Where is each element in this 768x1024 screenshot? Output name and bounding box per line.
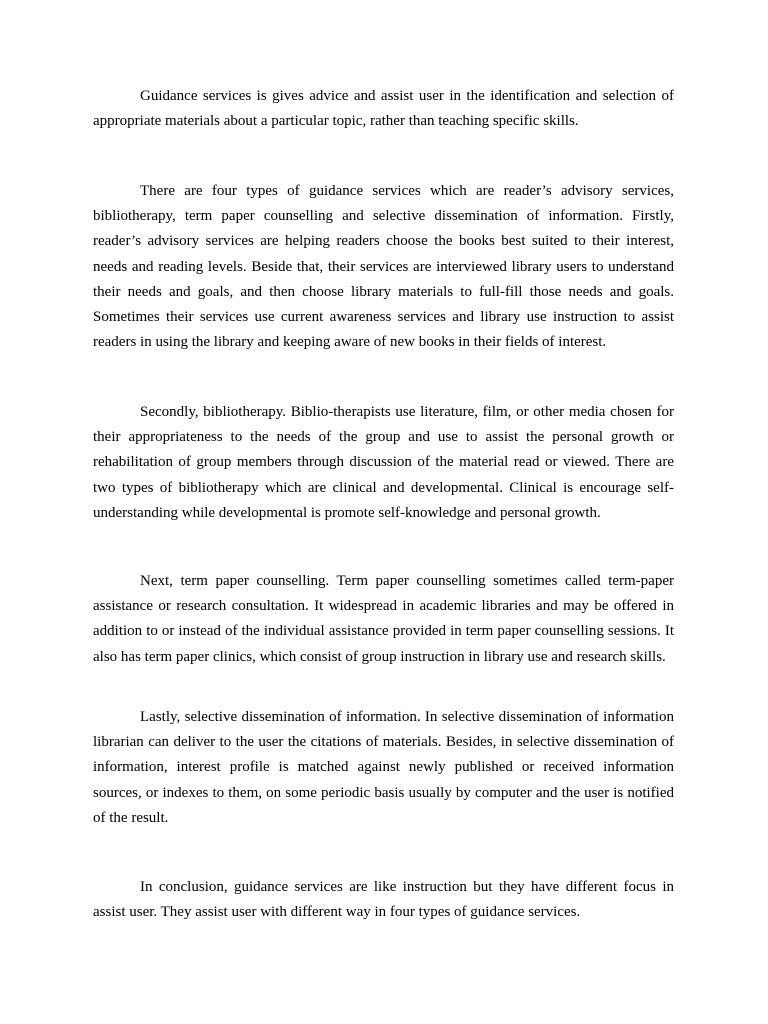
paragraph-conclusion: In conclusion, guidance services are like instruction but they have different focus in assist user. They assist user with different way in four types of guidance services.: [93, 879, 674, 921]
paragraph-term-paper-counselling: Next, term paper counselling. Term paper counselling sometimes called term-paper assistance or research consultation. It widespread in academic libraries and may be offered in addition to or instead of the individual assistance provided in term paper counselling sessions. It also has term paper clinics, which consist of group instruction in library use and research skills.: [93, 573, 674, 665]
paragraph-selective-dissemination: Lastly, selective dissemination of information. In selective dissemination of information librarian can deliver to the user the citations of materials. Besides, in selective dissemination of information, interest profile is matched against newly published or received information sources, or indexes to them, on some periodic basis usually by computer and the user is notified of the result.: [93, 709, 674, 826]
paragraph-introduction: Guidance services is gives advice and assist user in the identification and selection of appropriate materials about a particular topic, rather than teaching specific skills.: [93, 88, 674, 130]
paragraph-types-and-readers-advisory: There are four types of guidance services which are reader’s advisory services, bibliotherapy, term paper counselling and selective dissemination of information. Firstly, reader’s advisory services are helping readers choose the books best suited to their interest, needs and reading levels. Beside that, their services are interviewed library users to understand their needs and goals, and then choose library materials to full-fill those needs and goals. Sometimes their services use current awareness services and library use instruction to assist readers in using the library and keeping aware of new books in their fields of interest.: [93, 183, 674, 351]
paragraph-bibliotherapy: Secondly, bibliotherapy. Biblio-therapists use literature, film, or other media chosen for their appropriateness to the needs of the group and use to assist the personal growth or rehabilitation of group members through discussion of the material read or viewed. There are two types of bibliotherapy which are clinical and developmental. Clinical is encourage self-understanding while developmental is promote self-knowledge and personal growth.: [93, 404, 674, 521]
